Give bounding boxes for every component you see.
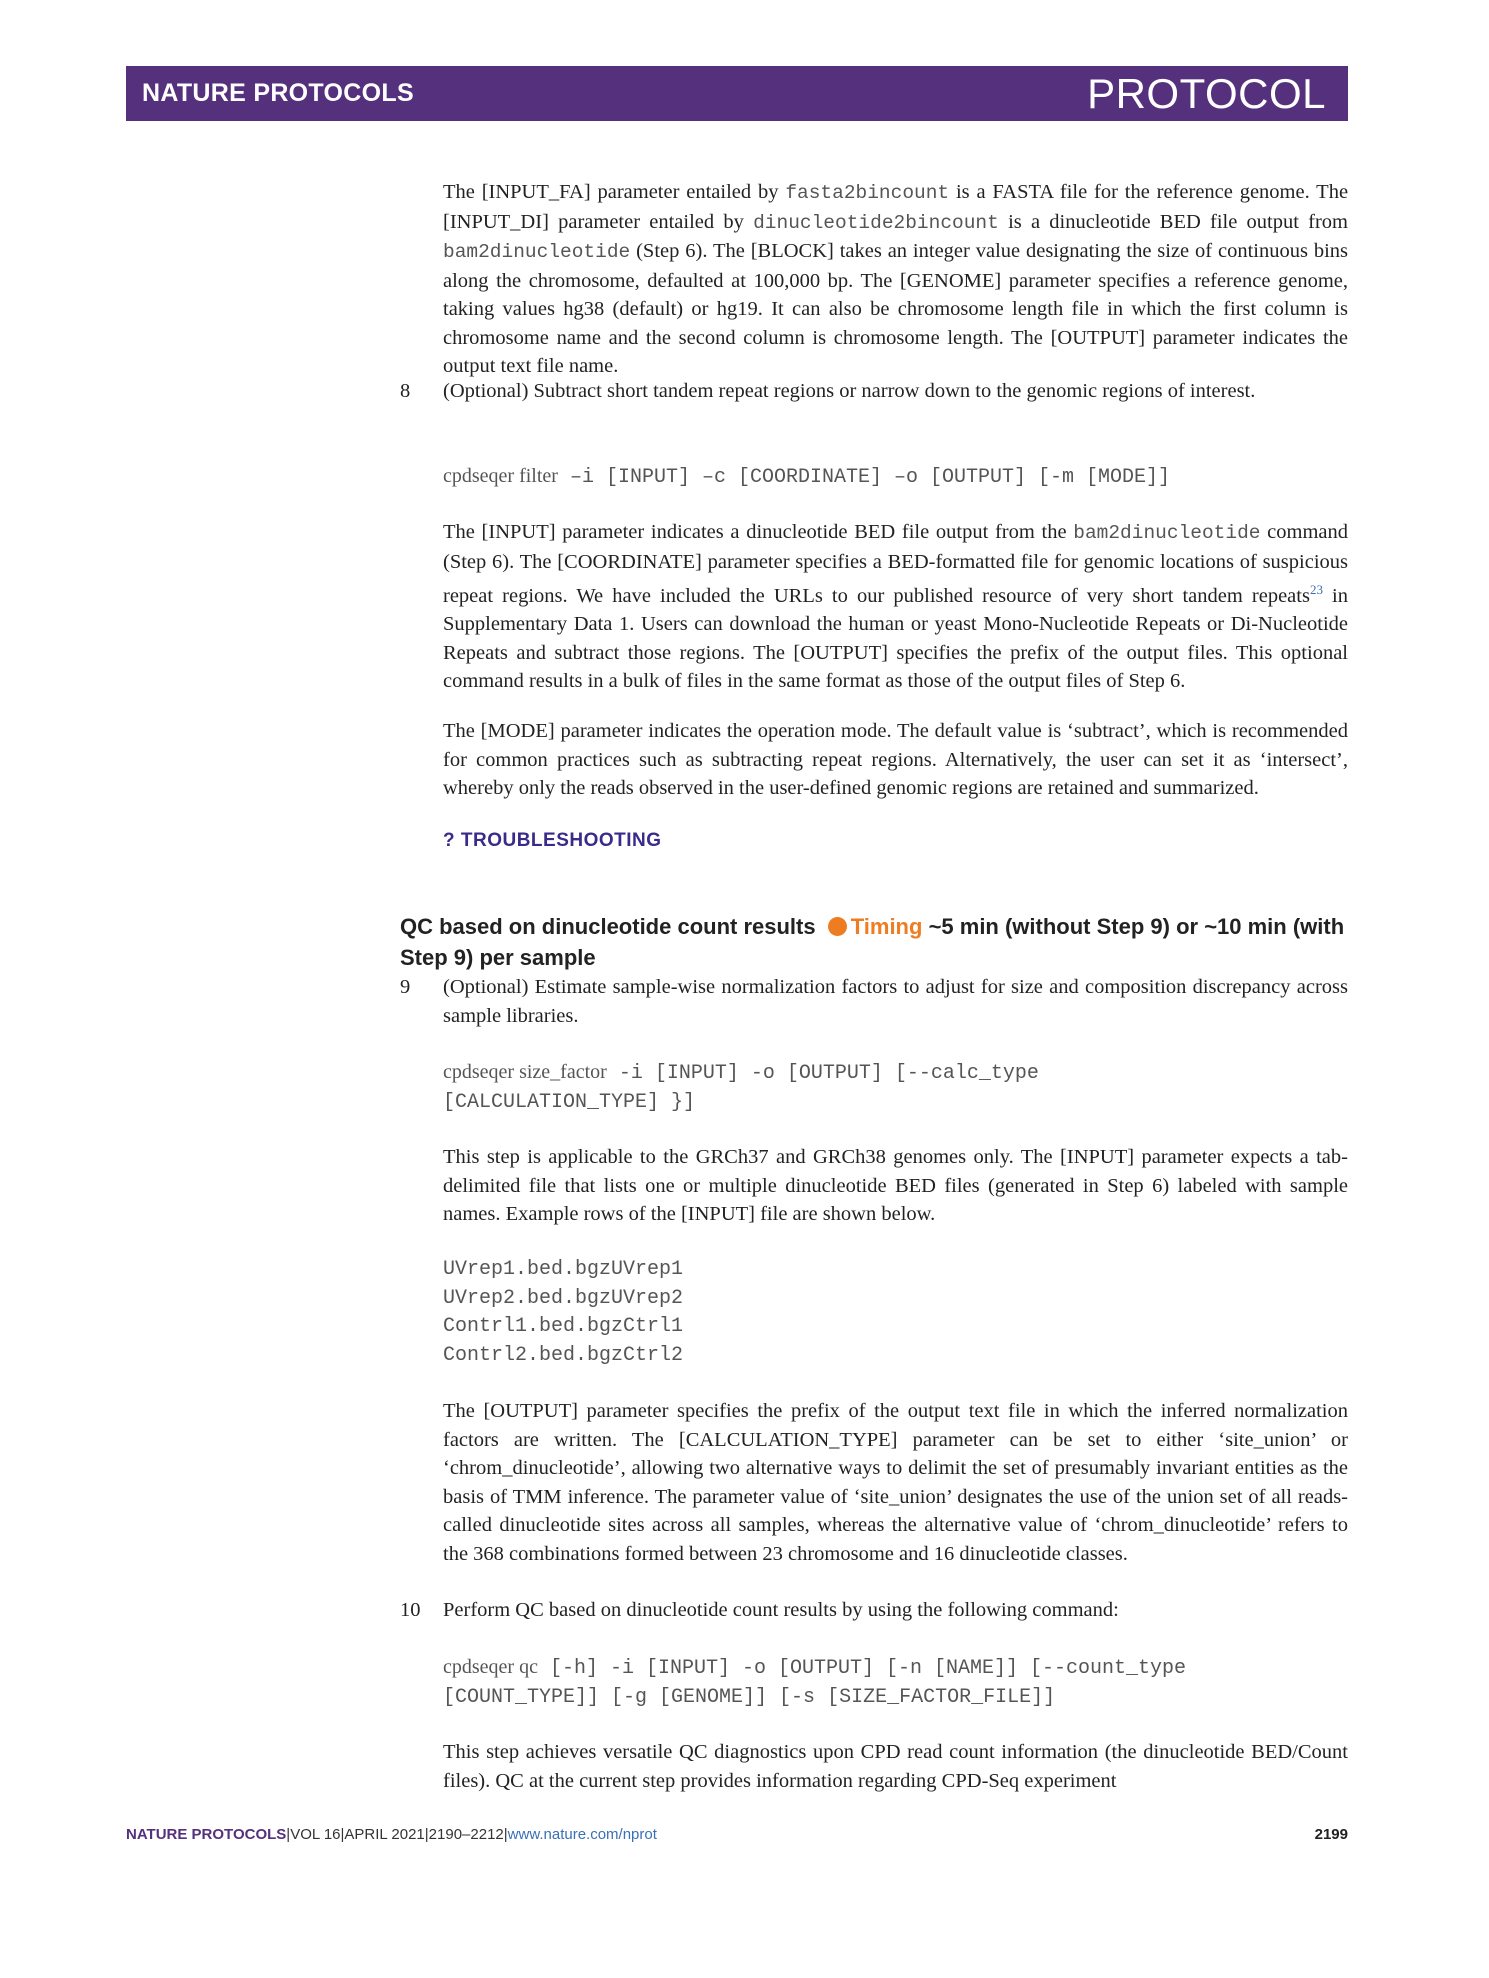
page-footer [126, 1826, 1348, 1850]
example-row: UVrep1.bed.bgzUVrep1 [443, 1258, 684, 1281]
inline-code: bam2dinucleotide [1073, 522, 1261, 544]
section-heading [400, 911, 1350, 973]
step9-command[interactable] [443, 1058, 1348, 1117]
command-args: –i [INPUT] –c [COORDINATE] –o [OUTPUT] [-m [MODE]] [557, 466, 1171, 489]
inline-code: dinucleotide2bincount [753, 211, 999, 234]
step7-continuation-paragraph [443, 178, 1348, 381]
text-run: (Step 6). The [BLOCK] takes an integer value designating the size of continuous bins along the chromosome, defaulted at 100,000 bp. The [GENOME] parameter specifies a reference genome, taking values hg38 (default) or hg19. It can also be chromosome length file in which the first column is chromosome name and the second column is chromosome length. The [OUTPUT] parameter indicates the output text file name. [443, 240, 1348, 377]
step10-command[interactable] [443, 1653, 1348, 1712]
separator: | [286, 1826, 291, 1843]
command-args: [-h] -i [INPUT] -o [OUTPUT] [-n [NAME]] [--count_type [537, 1657, 1187, 1680]
command-args: -i [INPUT] -o [OUTPUT] [--calc_type [606, 1062, 1039, 1085]
example-row: Contrl1.bed.bgzCtrl1 [443, 1315, 684, 1338]
article-type-label: PROTOCOL [1087, 70, 1326, 117]
step8-text: (Optional) Subtract short tandem repeat regions or narrow down to the genomic regions of interest. [443, 380, 1256, 402]
step-number: 9 [400, 976, 411, 998]
timing-dot-icon [828, 917, 847, 936]
command-args: [COUNT_TYPE]] [-g [GENOME]] [-s [SIZE_FACTOR_FILE]] [443, 1685, 1056, 1709]
step8-mode-paragraph: The [MODE] parameter indicates the operation mode. The default value is ‘subtract’, which is recommended for common practices such as subtracting repeat regions. Alternatively, the user can set it as ‘intersect’, whereby only the reads observed in the user-defined genomic regions are retained and summarized. [443, 720, 1348, 799]
text-run: is a dinucleotide BED file output from [1008, 210, 1349, 233]
journal-name: NATURE PROTOCOLS [142, 79, 414, 107]
troubleshooting-link[interactable]: ? TROUBLESHOOTING [443, 830, 662, 851]
step9-output-paragraph: The [OUTPUT] parameter specifies the prefix of the output text file in which the inferred normalization factors are written. The [CALCULATION_TYPE] parameter can be set to either ‘site_union’ or ‘chrom_dinucleotide’, allowing two alternative ways to delimit the set of presumably invariant entities as the basis of TMM inference. The parameter value of ‘site_union’ designates the use of the union set of all reads-called dinucleotide sites across all samples, whereas the alternative value of ‘chrom_dinucleotide’ refers to the 368 combinations formed between 23 chromosome and 16 dinucleotide classes. [443, 1400, 1348, 1565]
text-run: in Supplementary Data 1. Users can download the human or yeast Mono-Nucleotide Repeats or Di-Nucleotide Repeats and subtract those regions. The [OUTPUT] specifies the prefix of the output files. This optional command results in a bulk of files in the same format as those of the output files of Step 6. [443, 584, 1349, 693]
step10-text: Perform QC based on dinucleotide count results by using the following command: [443, 1599, 1119, 1621]
example-input-rows [443, 1256, 1348, 1370]
text-run: command (Step 6). The [COORDINATE] parameter specifies a BED-formatted file for genomic locations of suspicious repeat regions. We have included the URLs to our published resource of very short tandem repeats [443, 521, 1349, 607]
section-title: QC based on dinucleotide count results [400, 914, 816, 939]
text-run: The [INPUT_FA] parameter entailed by [443, 181, 779, 203]
separator: | [503, 1826, 508, 1843]
footer-pages: 2190–2212 [428, 1826, 504, 1843]
step-number: 10 [400, 1599, 421, 1621]
separator: | [340, 1826, 345, 1843]
step8-command[interactable] [443, 462, 1348, 493]
footer-date: APRIL 2021 [344, 1826, 425, 1843]
step-number: 8 [400, 380, 411, 402]
text-run: is a FASTA file for the reference genome. The [INPUT_DI] parameter entailed by [443, 181, 1349, 233]
footer-volume: VOL 16 [290, 1826, 341, 1843]
command-args: [CALCULATION_TYPE] }] [443, 1090, 696, 1114]
example-row: UVrep2.bed.bgzUVrep2 [443, 1286, 684, 1310]
step8-input-paragraph [443, 518, 1348, 696]
example-row: Contrl2.bed.bgzCtrl2 [443, 1343, 684, 1367]
reference-link[interactable]: 23 [1309, 582, 1323, 597]
timing-label: Timing [850, 914, 923, 939]
step9-text: (Optional) Estimate sample-wise normalization factors to adjust for size and composition discrepancy across sample libraries. [443, 976, 1348, 1027]
command-name: cpdseqer qc [443, 1656, 538, 1678]
footer-url-link[interactable]: www.nature.com/nprot [507, 1826, 657, 1843]
footer-citation [126, 1826, 657, 1843]
inline-code: fasta2bincount [785, 182, 950, 204]
footer-journal: NATURE PROTOCOLS [126, 1826, 287, 1843]
separator: | [424, 1826, 429, 1843]
step10-description-paragraph: This step achieves versatile QC diagnostics upon CPD read count information (the dinucleotide BED/Count files). QC at the current step provides information regarding CPD-Seq experiment [443, 1741, 1348, 1792]
page-number: 2199 [1314, 1826, 1348, 1843]
command-name: cpdseqer filter [443, 465, 558, 487]
command-name: cpdseqer size_factor [443, 1061, 607, 1083]
journal-header-bar [126, 66, 1348, 121]
timing-value: ~5 min (without Step 9) or ~10 min (with Step 9) per sample [400, 914, 1345, 970]
inline-code: bam2dinucleotide [443, 241, 631, 263]
step9-input-paragraph: This step is applicable to the GRCh37 and GRCh38 genomes only. The [INPUT] parameter expects a tab-delimited file that lists one or multiple dinucleotide BED files (generated in Step 6) labeled with sample names. Example rows of the [INPUT] file are shown below. [443, 1146, 1348, 1225]
text-run: The [INPUT] parameter indicates a dinucleotide BED file output from the [443, 521, 1067, 543]
